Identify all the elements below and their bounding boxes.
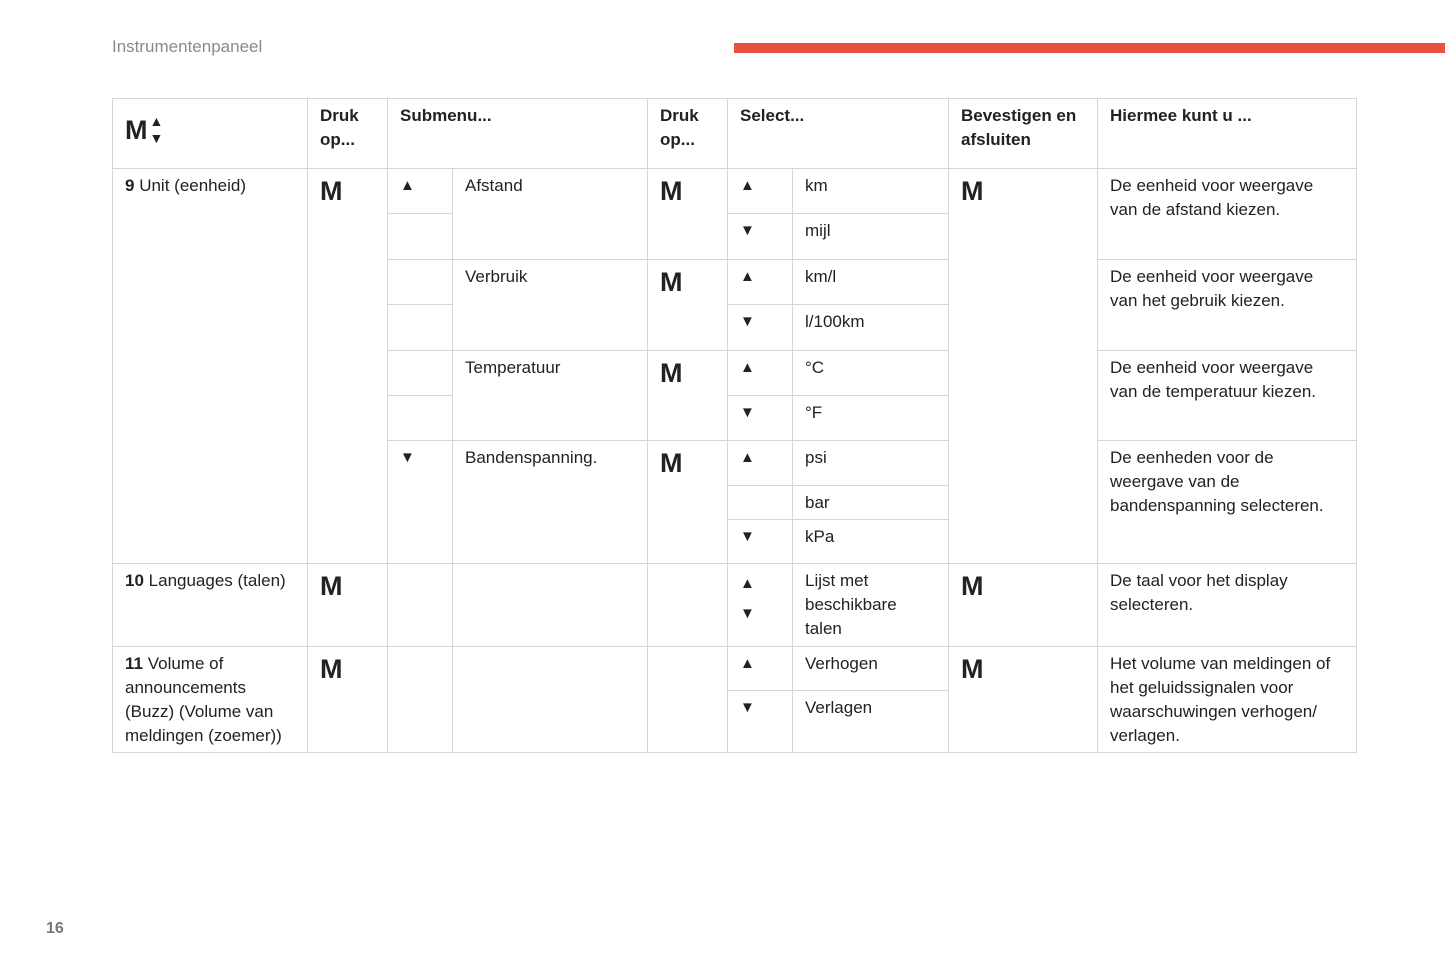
- option-psi: psi: [793, 441, 949, 486]
- header-submenu: Submenu...: [388, 99, 648, 169]
- empty-cell: [388, 305, 453, 351]
- empty-cell: [453, 564, 648, 647]
- up-down-arrows-icon: ▲ ▼: [149, 113, 164, 146]
- option-l-100km: l/100km: [793, 305, 949, 351]
- option-fahrenheit: °F: [793, 396, 949, 441]
- up-arrow-icon: ▲: [728, 441, 793, 486]
- option-bar: bar: [793, 486, 949, 520]
- submenu-afstand: Afstand: [453, 169, 648, 260]
- header-confirm: Bevestigen en afsluiten: [949, 99, 1098, 169]
- m-button-icon: M: [125, 115, 148, 145]
- accent-bar: [734, 43, 1445, 53]
- up-down-arrows-icon: ▲ ▼: [728, 564, 793, 647]
- submenu-temperatuur: Temperatuur: [453, 351, 648, 441]
- m-button-icon: M: [648, 260, 728, 351]
- up-arrow-icon: ▲: [728, 351, 793, 396]
- m-button-icon: M: [648, 441, 728, 564]
- option-kpa: kPa: [793, 520, 949, 564]
- header-press-1: Druk op...: [308, 99, 388, 169]
- up-arrow-icon: ▲: [728, 260, 793, 305]
- empty-cell: [388, 396, 453, 441]
- empty-cell: [388, 564, 453, 647]
- header-menu-key: [113, 99, 308, 169]
- m-button-icon: M: [949, 647, 1098, 753]
- down-arrow-icon: ▼: [728, 396, 793, 441]
- empty-cell: [388, 647, 453, 753]
- empty-cell: [648, 647, 728, 753]
- description-afstand: De eenheid voor weergave van de afstand kiezen.: [1098, 169, 1357, 260]
- submenu-verbruik: Verbruik: [453, 260, 648, 351]
- m-button-icon: M: [648, 169, 728, 260]
- option-language-list: Lijst met beschikbare talen: [793, 564, 949, 647]
- down-arrow-icon: ▼: [728, 214, 793, 260]
- menu-item-unit: 9 Unit (eenheid): [113, 169, 308, 564]
- m-button-icon: M: [308, 169, 388, 564]
- empty-cell: [388, 260, 453, 305]
- header-allows: Hiermee kunt u ...: [1098, 99, 1357, 169]
- option-km: km: [793, 169, 949, 214]
- empty-cell: [388, 351, 453, 396]
- header-select: Select...: [728, 99, 949, 169]
- empty-cell: [648, 564, 728, 647]
- empty-cell: [453, 647, 648, 753]
- header-press-2: Druk op...: [648, 99, 728, 169]
- menu-item-languages: 10 Languages (talen): [113, 564, 308, 647]
- down-arrow-icon: ▼: [388, 441, 453, 564]
- option-verhogen: Verhogen: [793, 647, 949, 691]
- menu-item-volume: 11 Volume of announcements (Buzz) (Volume van meldingen (zoemer)): [113, 647, 308, 753]
- down-arrow-icon: ▼: [728, 520, 793, 564]
- m-button-icon: M: [308, 564, 388, 647]
- header-row: [113, 99, 1357, 169]
- option-mijl: mijl: [793, 214, 949, 260]
- description-bandenspanning: De eenheden voor de weergave van de bandenspanning selecteren.: [1098, 441, 1357, 564]
- option-verlagen: Verlagen: [793, 691, 949, 753]
- section-title: Instrumentenpaneel: [112, 37, 263, 56]
- submenu-bandenspanning: Bandenspanning.: [453, 441, 648, 564]
- description-verbruik: De eenheid voor weergave van het gebruik kiezen.: [1098, 260, 1357, 351]
- settings-table: [112, 98, 1357, 753]
- down-arrow-icon: ▼: [728, 305, 793, 351]
- option-km-l: km/l: [793, 260, 949, 305]
- m-button-icon: M: [308, 647, 388, 753]
- m-button-icon: M: [648, 351, 728, 441]
- description-languages: De taal voor het display selecteren.: [1098, 564, 1357, 647]
- down-arrow-icon: ▼: [728, 691, 793, 753]
- page-number: 16: [46, 920, 64, 937]
- up-arrow-icon: ▲: [388, 169, 453, 214]
- description-temperatuur: De eenheid voor weergave van de temperatuur kiezen.: [1098, 351, 1357, 441]
- empty-cell: [388, 214, 453, 260]
- option-celsius: °C: [793, 351, 949, 396]
- m-button-icon: M: [949, 564, 1098, 647]
- up-arrow-icon: ▲: [728, 169, 793, 214]
- empty-cell: [728, 486, 793, 520]
- description-volume: Het volume van meldingen of het geluidssignalen voor waarschuwingen verhogen/ verlagen.: [1098, 647, 1357, 753]
- up-arrow-icon: ▲: [728, 647, 793, 691]
- m-button-icon: M: [949, 169, 1098, 564]
